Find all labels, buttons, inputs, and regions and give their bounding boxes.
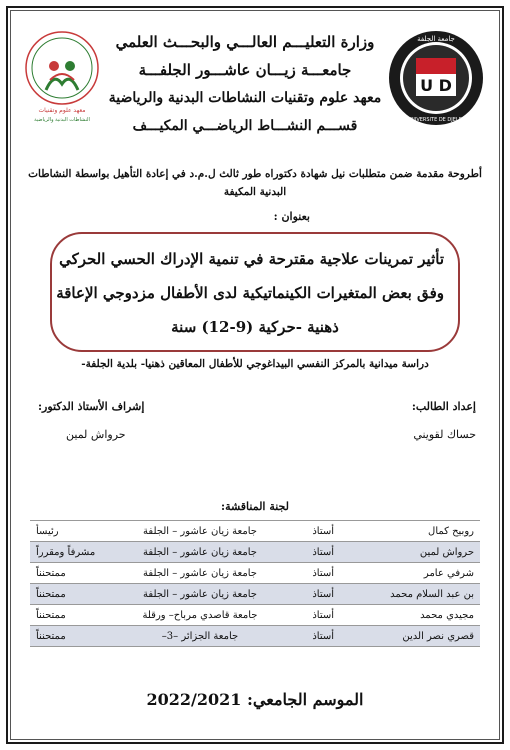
supervisor-label: إشراف الأستاذ الدكتور:	[38, 400, 145, 413]
member-university: جامعة قاصدي مرباح– ورقلة	[142, 609, 258, 621]
member-rank: أستاذ	[312, 525, 334, 537]
member-name: روبيح كمال	[428, 525, 474, 537]
thesis-title-box	[50, 232, 460, 352]
university-seal-logo	[386, 28, 486, 128]
emblem-caption-2: النشاطات البدنية والرياضية	[34, 117, 90, 123]
thesis-title-line-3: ذهنية -حركية (9-12) سنة	[171, 318, 339, 336]
header	[16, 28, 494, 148]
committee-title: لجنة المناقشة:	[221, 500, 289, 513]
member-role: ممتحنناً	[36, 588, 66, 600]
committee-row	[30, 626, 480, 647]
member-rank: أستاذ	[312, 588, 334, 600]
member-university: جامعة زيان عاشور – الجلفة	[143, 567, 257, 579]
department-line: قســـم النشـــاط الرياضـــي المكيـــف	[132, 118, 358, 134]
academic-year	[0, 690, 510, 709]
seal-letters: U D	[420, 76, 452, 95]
titled-label: بعنوان :	[273, 210, 310, 223]
member-rank: أستاذ	[312, 630, 334, 642]
member-role: ممتحنناً	[36, 567, 66, 579]
university-line: جامعـــة زيـــان عاشـــور الجلفـــة	[138, 61, 352, 79]
member-university: جامعة زيان عاشور – الجلفة	[143, 525, 257, 537]
thesis-intro: أطروحة مقدمة ضمن متطلبات نيل شهادة دكتوراه طور ثالث ل.م.د في إعادة التأهيل بواسطة النشاطات البدنية المكيفة	[28, 168, 482, 198]
prepared-by-label: إعداد الطالب:	[411, 400, 476, 413]
seal-footer: UNIVERSITE DE DJELFA	[407, 117, 465, 123]
header-text-block	[106, 28, 384, 140]
member-rank: أستاذ	[312, 609, 334, 621]
member-rank: أستاذ	[312, 567, 334, 579]
member-role: مشرفاً ومقرراً	[36, 546, 96, 558]
field-study-line: دراسة ميدانية بالمركز النفسي البيداغوجي للأطفال المعاقين ذهنيا- بلدية الجلفة-	[81, 358, 429, 370]
member-name: مجيدي محمد	[420, 609, 474, 621]
member-name: شرفي عامر	[423, 567, 474, 579]
academic-year-label: الموسم الجامعي:	[246, 690, 364, 709]
thesis-title-line-2: وفق بعض المتغيرات الكينماتيكية لدى الأطفال مزدوجي الإعاقة	[56, 284, 444, 302]
member-name: قصري نصر الدين	[402, 630, 474, 642]
member-university: جامعة الجزائر –3–	[161, 630, 239, 642]
member-rank: أستاذ	[312, 546, 334, 558]
committee-row	[30, 584, 480, 605]
member-role: رئيسأ	[36, 525, 59, 537]
committee-row	[30, 521, 480, 542]
member-name: بن عبد السلام محمد	[390, 588, 474, 600]
institute-emblem-logo	[22, 28, 102, 128]
member-university: جامعة زيان عاشور – الجلفة	[143, 588, 257, 600]
committee-row	[30, 542, 480, 563]
committee-row	[30, 563, 480, 584]
thesis-title-line-1: تأثير تمرينات علاجية مقترحة في تنمية الإدراك الحسي الحركي	[59, 250, 444, 268]
committee-table	[30, 520, 480, 647]
supervisor-name: حرواش لمين	[66, 428, 126, 441]
member-role: ممتحنناً	[36, 630, 66, 642]
member-role: ممتحنناً	[36, 609, 66, 621]
seal-caption: جامعة الجلفة	[417, 35, 455, 43]
ministry-line: وزارة التعليـــم العالـــي والبحـــث العلمي	[115, 33, 375, 51]
committee-row	[30, 605, 480, 626]
institute-line: معهد علوم وتقنيات النشاطات البدنية والرياضية	[108, 90, 382, 106]
member-university: جامعة زيان عاشور – الجلفة	[143, 546, 257, 558]
student-name: حساك لقويني	[413, 428, 476, 441]
emblem-caption-1: معهد علوم وتقنيات	[38, 107, 86, 114]
academic-year-value: 2022/2021	[146, 690, 242, 709]
member-name: حرواش لمين	[419, 546, 474, 558]
